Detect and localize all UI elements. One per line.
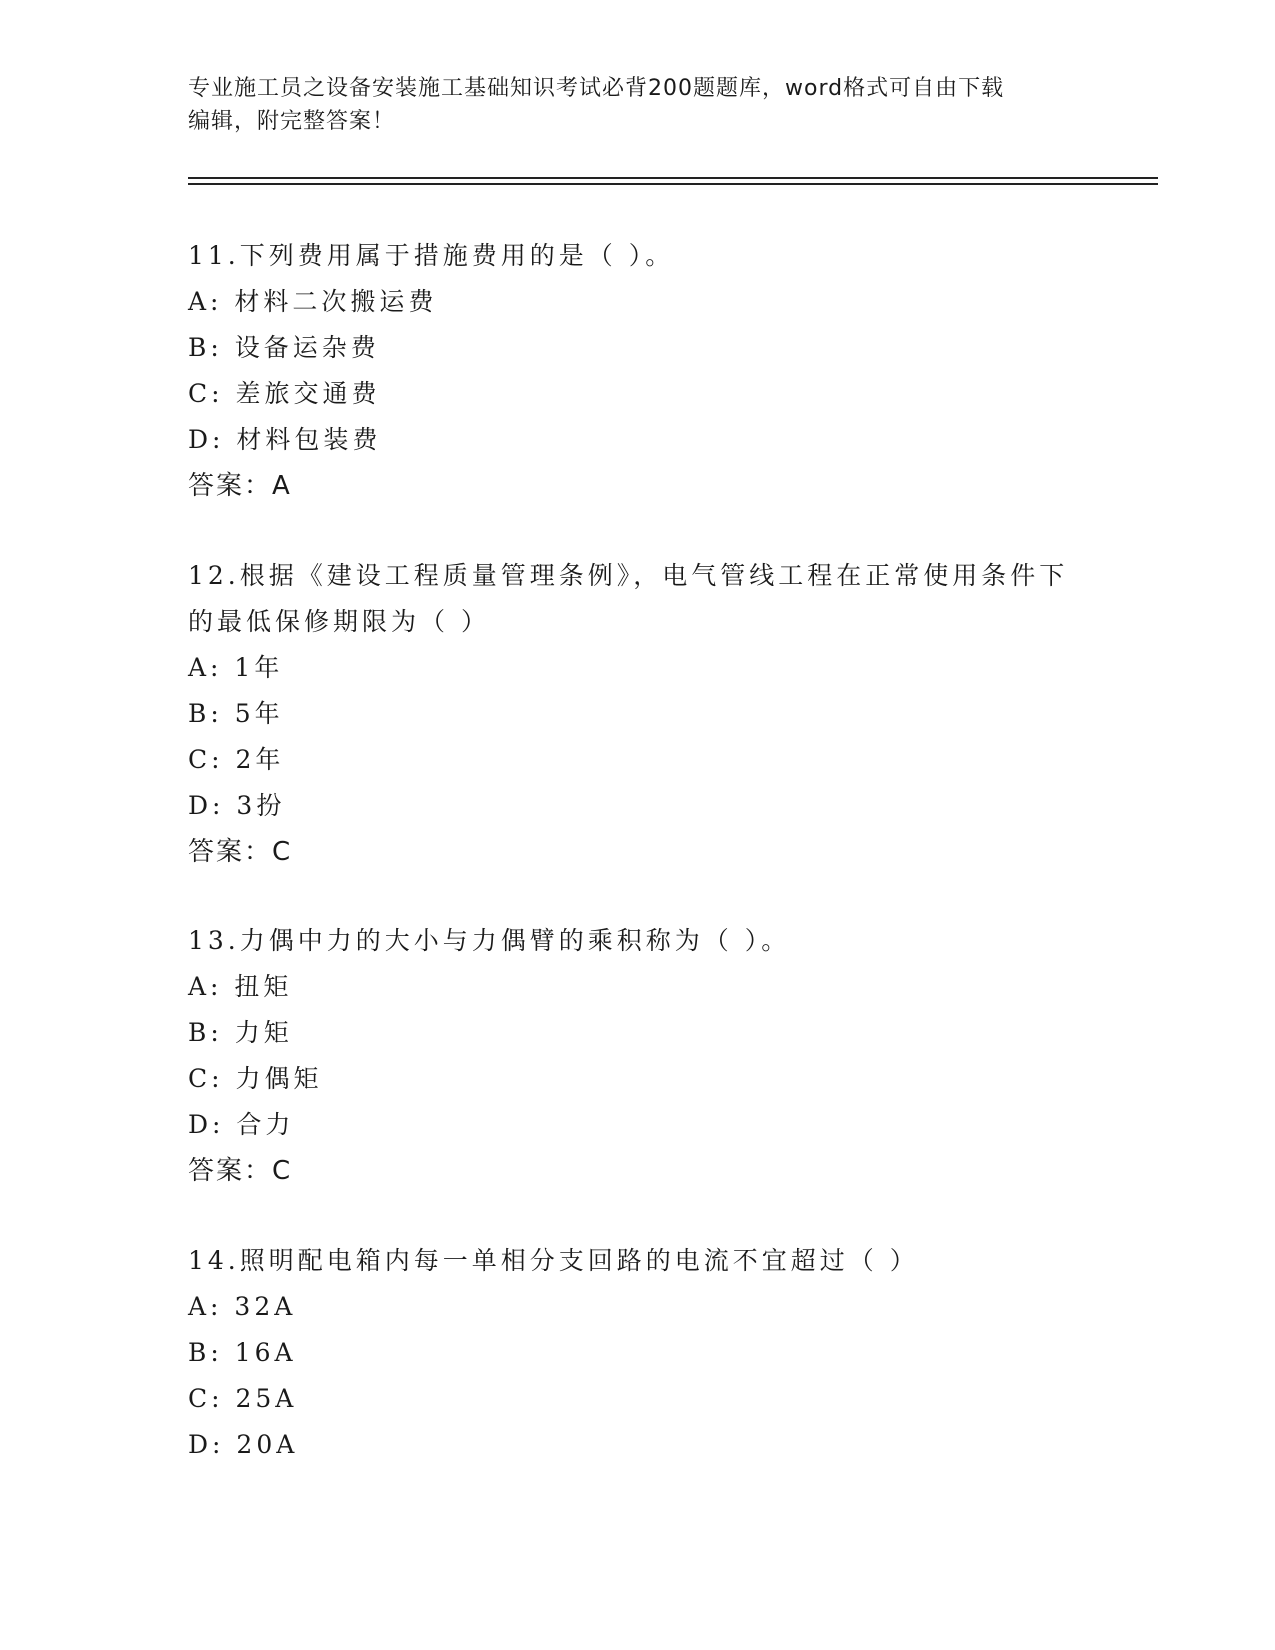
option-b: B: 5年 [188,699,284,728]
question-stem-line-2: 的最低保修期限为（ ） [188,607,490,636]
option-d: D: 合力 [188,1110,295,1139]
question-stem-line-1: 12.根据《建设工程质量管理条例》，电气管线工程在正常使用条件下 [188,561,1069,590]
option-b: B: 16A [188,1338,297,1367]
question-11 [188,233,1088,509]
option-d: D: 20A [188,1430,299,1459]
question-12 [188,553,1088,875]
option-a: A: 材料二次搬运费 [188,287,438,316]
option-a: A: 1年 [188,653,284,682]
option-c: C: 差旅交通费 [188,379,381,408]
option-d: D: 材料包装费 [188,425,382,454]
option-b: B: 力矩 [188,1018,293,1047]
answer-label: 答案：A [188,471,292,501]
option-c: C: 力偶矩 [188,1064,323,1093]
header-divider-top [188,177,1158,179]
question-14 [188,1238,1088,1468]
header-divider-bottom [188,183,1158,185]
option-c: C: 25A [188,1384,298,1413]
question-stem: 11.下列费用属于措施费用的是（ ）。 [188,241,675,270]
answer-label: 答案：C [188,1156,293,1186]
option-a: A: 32A [188,1292,297,1321]
header-title-line-2: 编辑，附完整答案！ [188,109,396,134]
question-stem: 14.照明配电箱内每一单相分支回路的电流不宜超过（ ） [188,1246,919,1275]
question-stem: 13.力偶中力的大小与力偶臂的乘积称为（ ）。 [188,926,791,955]
option-c: C: 2年 [188,745,285,774]
document-header [188,72,1088,138]
question-13 [188,918,1088,1194]
answer-label: 答案：C [188,837,293,867]
header-title-line-1: 专业施工员之设备安装施工基础知识考试必背200题题库，word格式可自由下载 [188,76,1005,101]
option-d: D: 3扮 [188,791,286,820]
option-a: A: 扭矩 [188,972,293,1001]
option-b: B: 设备运杂费 [188,333,380,362]
